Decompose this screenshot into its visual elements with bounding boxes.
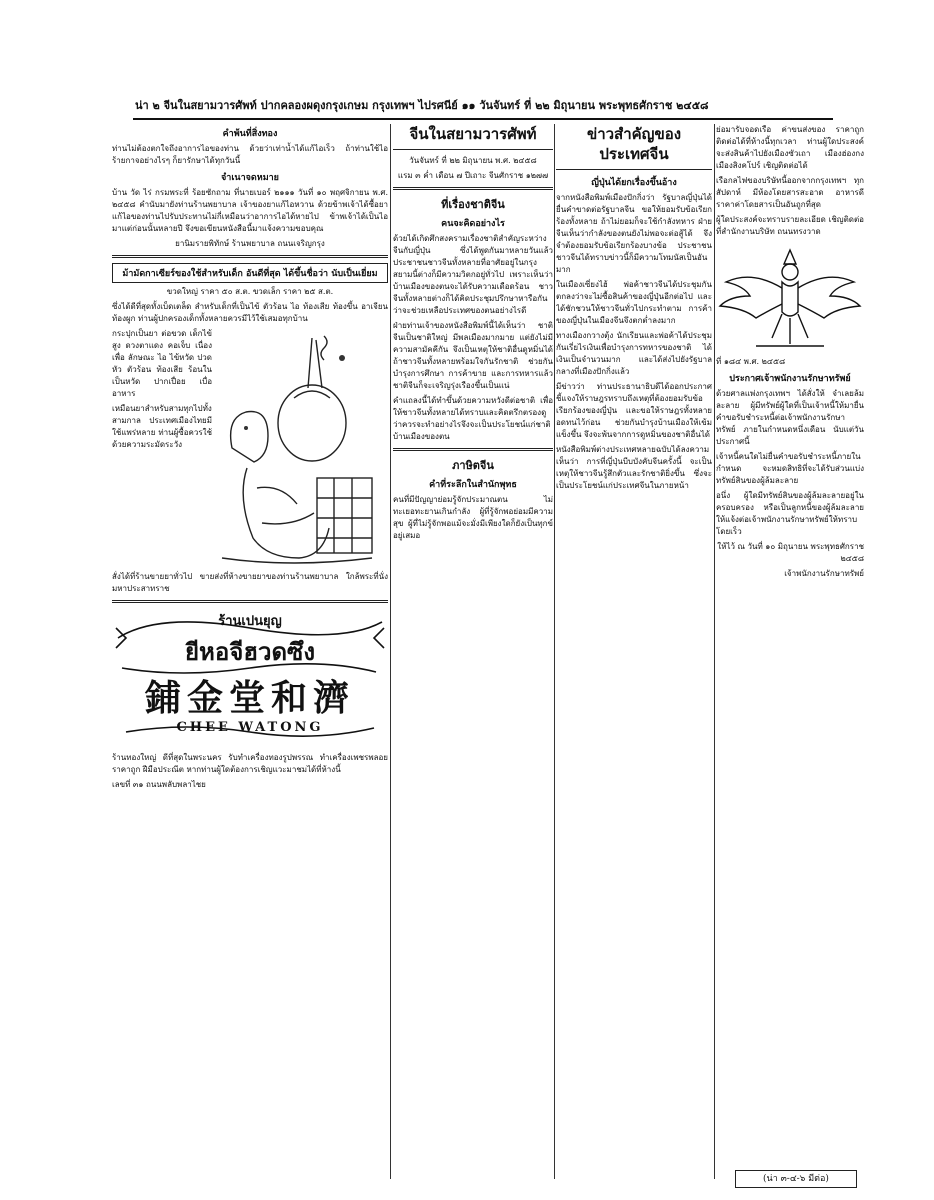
- editorial-paragraph-3: คำแถลงนี้ได้ทำขึ้นด้วยความหวังดีต่อชาติ เพื่อให้ชาวจีนทั้งหลายได้ทราบและคิดตรึกตรองดู ว่าควรจะทำอย่างไรจึงจะเป็นประโยชน์แก่ชาติบ้านเมืองของตน: [393, 396, 553, 441]
- medicine-ad-body: ซึ่งได้ดีที่สุดทั้งเบ็ดเตล็ด สำหรับเด็กที่เป็นไข้ ตัวร้อน ไอ ท้องเสีย ท้องขึ้น อาเจียน ท้องผูก ท่านผู้ปกครองเด็กทั้งหลายควรมีไว้ใช้เสมอทุกบ้าน: [112, 302, 388, 323]
- editorial-subheading: คนจะคิดอย่างไร: [441, 219, 505, 229]
- jewelry-shop-address: เลขที่ ๓๑ ถนนพลับพลาไชย: [112, 780, 206, 789]
- editorial-paragraph-1: ด้วยได้เกิดศึกสงครามเรื่องชาติสำคัญระหว่างจีนกับญี่ปุ่น ซึ่งได้พูดกันมาหลายวันแล้ว ประชาชนชาวจีนทั้งหลายที่อาศัยอยู่ในกรุงสยามนี้ต่างก็มีความวิตกอยู่ทั่วไป เพราะเห็นว่าบ้านเมืองของตนจะได้รับความเดือดร้อน ชาวจีนทั้งหลายต่างก็ได้คิดประชุมปรึกษาหารือกันว่าจะช่วยเหลือประเทศของตนอย่างไรดี: [393, 234, 553, 315]
- shipping-paragraph-3: ผู้ใดประสงค์จะทราบรายละเอียด เชิญติดต่อที่สำนักงานบริษัท ถนนทรงวาด: [716, 215, 864, 236]
- notice-date: ที่ ๑๘๔ พ.ศ. ๒๔๕๘: [716, 357, 786, 366]
- garuda-drawing: [716, 242, 864, 352]
- banner-chinese-name: 鋪金堂和濟: [144, 677, 355, 719]
- notice-paragraph-3: อนึ่ง ผู้ใดมีทรัพย์สินของผู้ล้มละลายอยู่ในครอบครอง หรือเป็นลูกหนี้ของผู้ล้มละลาย ให้แจ้งต่อเจ้าพนักงานรักษาทรัพย์ให้ทราบโดยเร็ว: [716, 491, 864, 536]
- news-paragraph-4: มีข่าวว่า ท่านประธานาธิบดีได้ออกประกาศชี้แจงให้ราษฎรทราบถึงเหตุที่ต้องยอมรับข้อเรียกร้องของญี่ปุ่น และขอให้ราษฎรทั้งหลายอดทนไว้ก่อน ช่วยกันบำรุงบ้านเมืองให้เข้มแข็งขึ้น จึงจะพ้นจากการดูหมิ่นของชาติอื่นได้: [556, 382, 712, 439]
- editorial-heading: ที่เรื่องชาติจีน: [441, 198, 505, 211]
- col2-divider-2: [393, 448, 553, 451]
- running-head: น่า ๒ จีนในสยามวารศัพท์ ปากคลองผดุงกรุงเกษม กรุงเทพฯ ไปรศนีย์ ๑๑ วันจันทร์ ที่ ๒๒ มิถุนายน พระพุทธศักราช ๒๔๕๘: [135, 99, 709, 112]
- garuda-emblem: [716, 242, 864, 352]
- column-2: [393, 124, 553, 1184]
- notice-heading: ประกาศเจ้าพนักงานรักษาทรัพย์: [729, 374, 851, 384]
- news-heading-rule: [556, 169, 712, 170]
- news-paragraph-5: หนังสือพิมพ์ต่างประเทศหลายฉบับได้ลงความเห็นว่า การที่ญี่ปุ่นบีบบังคับจีนครั้งนี้ จะเป็นเหตุให้ชาวจีนรู้สึกตัวและรักชาติยิ่งขึ้น ซึ่งจะเป็นประโยชน์แก่ประเทศจีนในภายหน้า: [556, 445, 712, 490]
- col1-heading: คำพ้นที่สิ่งทอง: [222, 129, 278, 139]
- masthead-rule: [393, 149, 553, 150]
- shipping-paragraph-2: เรือกลไฟของบริษัทนี้ออกจากกรุงเทพฯ ทุกสัปดาห์ มีห้องโดยสารสะอาด อาหารดี ราคาค่าโดยสารเป็นอันถูกที่สุด: [716, 176, 864, 209]
- masthead: จีนในสยามวารศัพท์: [409, 125, 537, 143]
- shipping-paragraph-1: ย่อมารับจอดเรือ ค่าขนส่งของ ราคาถูก ติดต่อได้ที่ห้างนี้ทุกเวลา ท่านผู้ใดประสงค์จะส่งสินค้าไปยังเมืองซัวเถา เมืองฮ่องกง เมืองสิงคโปร์ เชิญติดต่อได้: [716, 125, 864, 170]
- column-1: [112, 124, 388, 1184]
- banner-thai-name: ยีหอจีฮวดซึง: [184, 637, 316, 666]
- mother-child-illustration: [112, 328, 388, 568]
- col2-divider: [393, 187, 553, 190]
- illustration-drawing: [212, 328, 388, 568]
- dateline-lunar: แรม ๓ ค่ำ เดือน ๗ ปีเถาะ จีนศักราช ๑๒๗๗: [397, 171, 549, 180]
- top-rule: [133, 118, 833, 120]
- news-subheading: ญี่ปุ่นได้ยกเรื่องขึ้นอ้าง: [591, 178, 677, 188]
- news-heading-2: ประเทศจีน: [599, 145, 669, 163]
- notice-sign-date: ให้ไว้ ณ วันที่ ๑๐ มิถุนายน พระพุทธศักราช ๒๔๕๘: [717, 542, 864, 563]
- news-paragraph-3: ทางเมืองกวางตุ้ง นักเรียนและพ่อค้าได้ประชุมกันเรี่ยไรเงินเพื่อบำรุงการทหารของชาติ ได้เงินเป็นจำนวนมาก และได้ส่งไปยังรัฐบาลกลางที่เมืองปักกิ่งแล้ว: [556, 331, 712, 376]
- col1-intro: ท่านไม่ต้องตกใจถึงอาการไอของท่าน ด้วยว่าเท่าน้ำได้แก้ไอเร็ว ถ้าท่านใช้ไอร้ายกาจอย่างไรๆ ก็ยารักษาได้ทุกวันนี้: [112, 144, 388, 165]
- column-rule-3: [714, 124, 715, 1179]
- column-rule-2: [554, 124, 555, 1179]
- column-rule-1: [390, 124, 391, 1179]
- ailment-note: เหมือนยาสำหรับสามทุกไปทั้งสามกาล ประเทศเมืองไทยมีใช้แพร่หลาย ท่านผู้ซื้อควรใช้ด้วยความระมัดระวัง: [112, 404, 212, 449]
- medicine-ad-price: ขวดใหญ่ ราคา ๕๐ ส.ต. ขวดเล็ก ราคา ๒๕ ส.ต.: [166, 287, 334, 296]
- continued-note: (น่า ๓-๔-๖ มีต่อ): [735, 1170, 857, 1188]
- banner-top-text: ร้านเปนยุญ: [218, 614, 282, 629]
- jewelry-shop-description: ร้านทองใหญ่ ดีที่สุดในพระนคร รับทำเครื่องทองรูปพรรณ ทำเครื่องเพชรพลอย ราคาถูก ฝีมือประณีต หากท่านผู้ใดต้องการเชิญแวะมาชมได้ที่ห้างนี้: [112, 753, 388, 774]
- proverb-paragraph: คนที่มีปัญญาย่อมรู้จักประมาณตน ไม่ทะเยอทะยานเกินกำลัง ผู้ที่รู้จักพอย่อมมีความสุข ผู้ที่ไม่รู้จักพอแม้จะมั่งมีเพียงใดก็ยังเป็นทุกข์อยู่เสมอ: [393, 495, 553, 540]
- proverb-heading: ภาษิตจีน: [452, 459, 494, 472]
- medicine-ad-footer: สั่งได้ที่ร้านขายยาทั่วไป ขายส่งที่ห้างขายยาของท่านร้านพยาบาล ใกล้พระที่นั่งมหาประสาทราช: [112, 572, 388, 593]
- col1-subheading: จำเนาจดหมาย: [221, 173, 279, 183]
- banner-english-name: CHEE WATONG: [176, 720, 324, 735]
- editorial-paragraph-2: ฝ่ายท่านเจ้าของหนังสือพิมพ์นี้ได้เห็นว่า ชาติจีนเป็นชาติใหญ่ มีพลเมืองมากมาย แต่ยังไม่มีความสามัคคีกัน จึงเป็นเหตุให้ชาติอื่นดูหมิ่นได้ ถ้าชาวจีนทั้งหลายพร้อมใจกันรักชาติ ช่วยกันบำรุงการศึกษา การค้าขาย และการทหารแล้ว ชาติจีนก็จะเจริญรุ่งเรืองขึ้นเป็นแน่: [393, 321, 553, 390]
- news-paragraph-2: ในเมืองเซี่ยงไฮ้ พ่อค้าชาวจีนได้ประชุมกันตกลงว่าจะไม่ซื้อสินค้าของญี่ปุ่นอีกต่อไป และได้ชักชวนให้ชาวจีนทั่วไปกระทำตาม การค้าของญี่ปุ่นในเมืองจีนจึงตกต่ำลงมาก: [556, 280, 712, 325]
- col1-letter: บ้าน วัด ไร่ กรมพระที่ ร้อยซักถาม ที่นายเบอร์ ๒๑๑๑ วันที่ ๑๐ พฤศจิกายน พ.ศ. ๒๔๕๘ คำนับมายังท่านร้านพยาบาล เจ้าของยาแก้ไอหวาน ด้วยข้าพเจ้าได้ซื้อยาแก้ไอของท่านไปรับประทานไม่กี่เหมือนว่าอาการไอได้หายไป ข้าพเจ้าได้เป็นไอมาแต่ก่อนนั้นหลายปี จึงขอเขียนหนังสือนี้มาแจ้งความขอบคุณ: [112, 188, 388, 233]
- col1-divider-2: [112, 600, 388, 603]
- notice-paragraph-1: ด้วยศาลแพ่งกรุงเทพฯ ได้สั่งให้ จำเลยล้มละลาย ผู้มีทรัพย์ผู้ใดที่เป็นเจ้าหนี้ให้มายื่นคำขอรับชำระหนี้ต่อเจ้าพนักงานรักษาทรัพย์ ภายในกำหนดหนึ่งเดือน นับแต่วันประกาศนี้: [716, 389, 864, 446]
- proverb-subheading: คำที่ระลึกในสำนักพุทธ: [429, 480, 517, 490]
- col1-divider: [112, 255, 388, 258]
- medicine-ad-list: [112, 328, 212, 454]
- news-heading-1: ข่าวสำคัญของ: [586, 125, 682, 143]
- jewelry-shop-banner: [112, 608, 388, 748]
- news-paragraph-1: จากหนังสือพิมพ์เมืองปักกิ่งว่า รัฐบาลญี่ปุ่นได้ยื่นคำขาดต่อรัฐบาลจีน ขอให้ยอมรับข้อเรียกร้องทั้งหลาย ถ้าไม่ยอมก็จะใช้กำลังทหาร ฝ่ายจีนเห็นว่ากำลังของตนยังไม่พอจะต่อสู้ได้ จึงจำต้องยอมรับข้อเรียกร้องบางข้อ ประชาชนชาวจีนได้ทราบข่าวนี้ก็มีความโทมนัสเป็นอันมาก: [556, 193, 712, 274]
- column-4: [716, 124, 864, 1184]
- notice-sign-role: เจ้าพนักงานรักษาทรัพย์: [784, 569, 864, 578]
- notice-paragraph-2: เจ้าหนี้คนใดไม่ยื่นคำขอรับชำระหนี้ภายในกำหนด จะหมดสิทธิที่จะได้รับส่วนแบ่งทรัพย์สินของผู้ล้มละลาย: [716, 452, 864, 485]
- medicine-ad-heading: ม้ามัดกาเซียร์ของใช้สำหรับเด็ก อันดีที่สุด ได้ขึ้นชื่อว่า นับเป็นเยี่ยม: [112, 263, 388, 283]
- dateline: วันจันทร์ ที่ ๒๒ มิถุนายน พ.ศ. ๒๔๕๘: [409, 156, 537, 165]
- ailment-list: กระปุกเป็นยา ต่อขวด เด็กไข้สูง ดวงตาแดง คอเจ็บ เนื่อง เพื่อ ลักษณะ ไอ ไข้หวัด ปวดหัว ตัวร้อน ท้องเสีย ร้อนใน เป็นหวัด ปากเปื่อย เบื่ออาหาร: [112, 329, 212, 398]
- col1-signature: ยานิมรายพิทักษ์ ร้านพยาบาล ถนนเจริญกรุง: [175, 239, 325, 248]
- column-3: [556, 124, 712, 1184]
